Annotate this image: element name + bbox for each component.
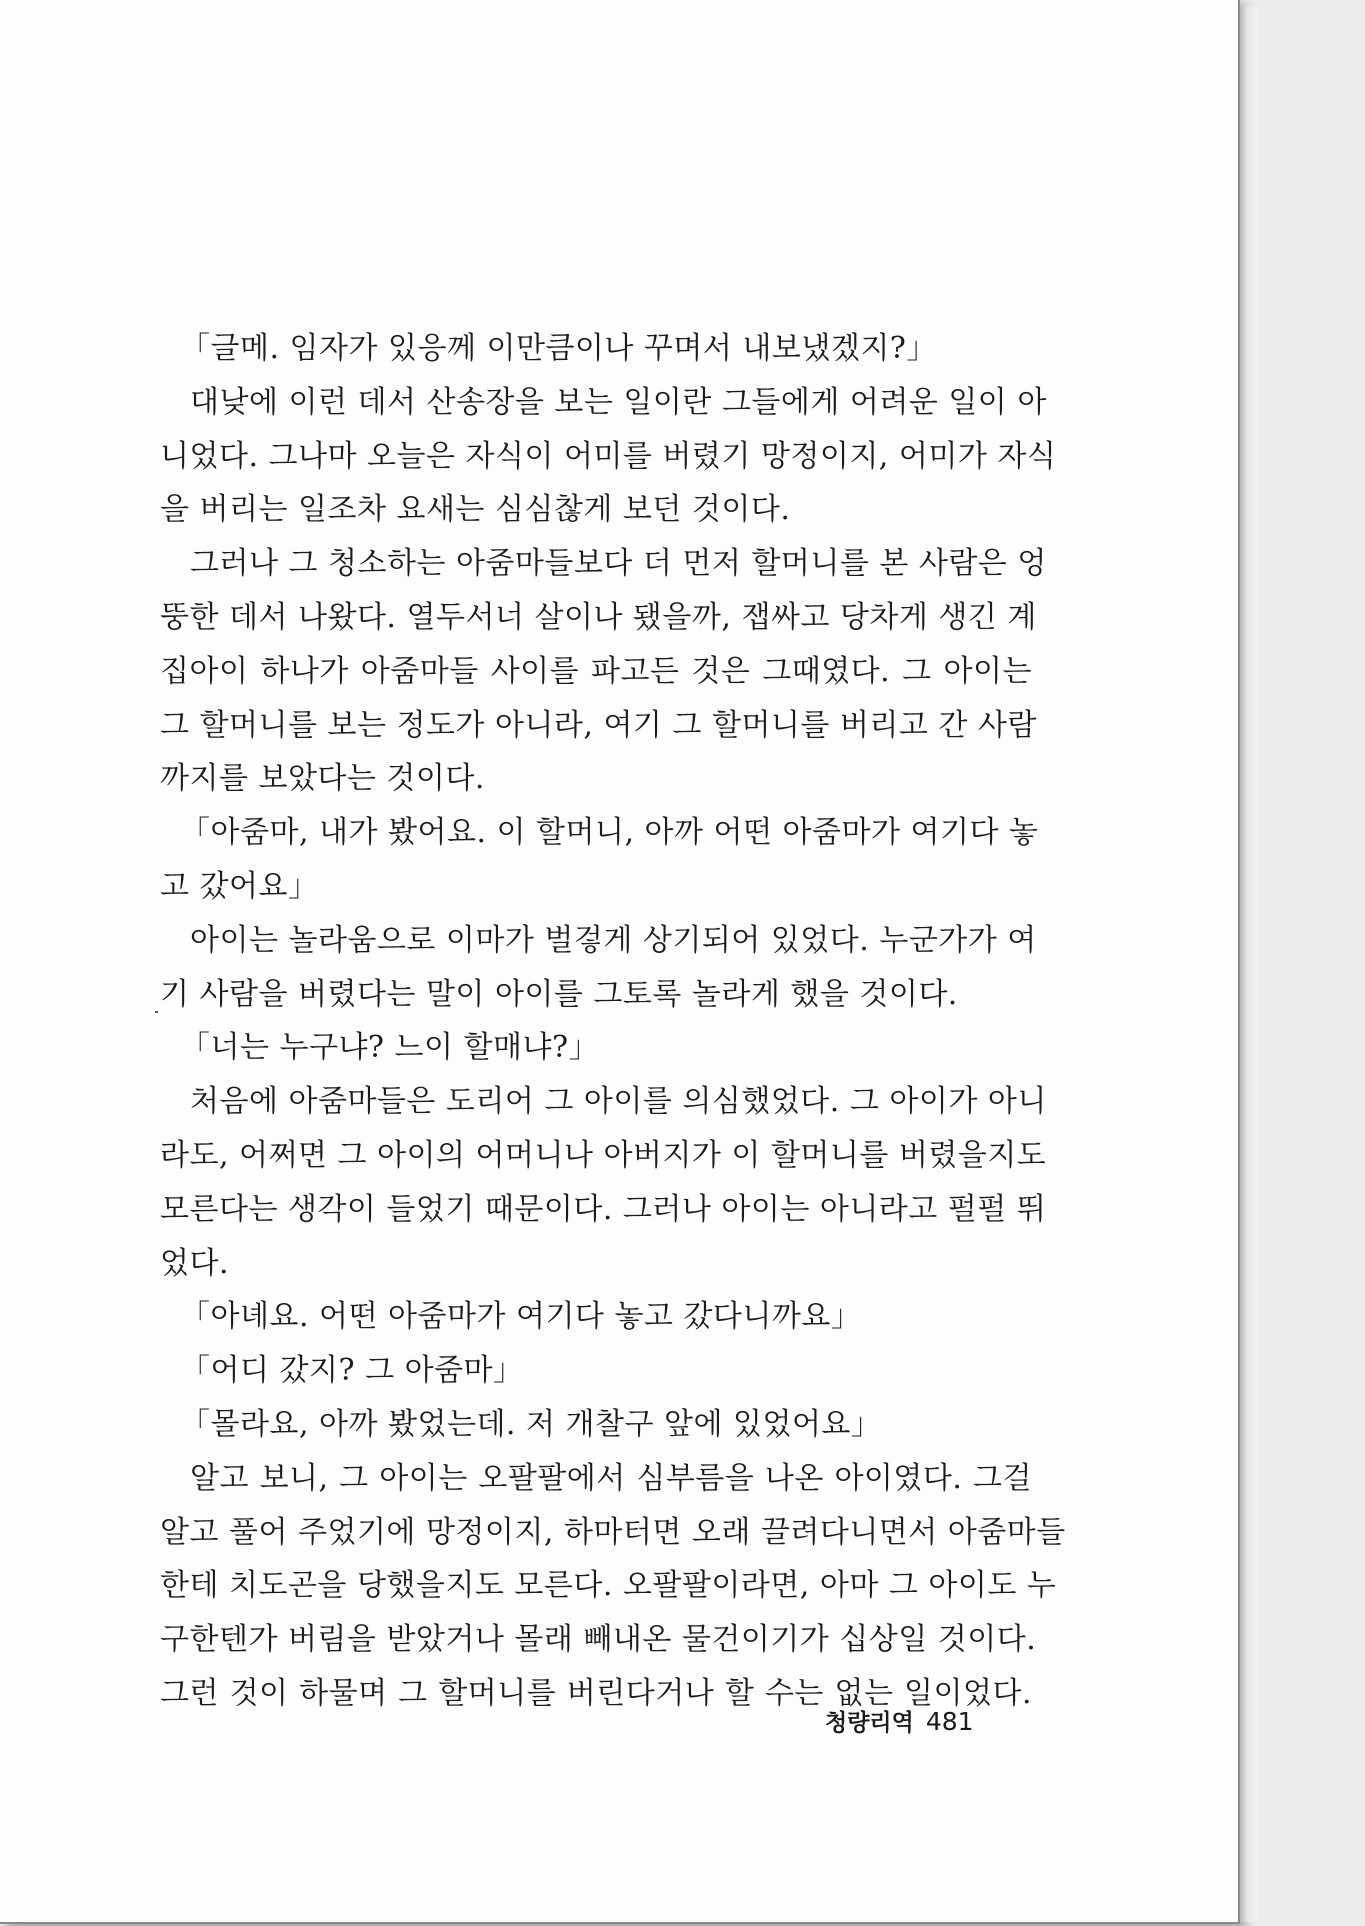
text-line: 「아줌마, 내가 봤어요. 이 할머니, 아까 어떤 아줌마가 여기다 놓 xyxy=(180,815,1039,851)
text-line: 아이는 놀라움으로 이마가 벌겋게 상기되어 있었다. 누군가가 여 xyxy=(190,922,1037,958)
page-body-text xyxy=(160,322,1066,1721)
text-line: 었다. xyxy=(160,1245,229,1281)
text-line: 고 갔어요」 xyxy=(160,868,319,904)
text-line: 그런 것이 하물며 그 할머니를 버린다거나 할 수는 없는 일이었다. xyxy=(160,1675,1032,1711)
page-footer xyxy=(825,1704,974,1737)
text-line: 알고 풀어 주었기에 망정이지, 하마터면 오래 끌려다니면서 아줌마들 xyxy=(160,1514,1066,1550)
text-line: 을 버리는 일조차 요새는 심심찮게 보던 것이다. xyxy=(160,492,791,528)
scan-speck xyxy=(155,1011,158,1013)
text-line: 알고 보니, 그 아이는 오팔팔에서 심부름을 나온 아이였다. 그걸 xyxy=(190,1460,1032,1496)
page-number: 481 xyxy=(925,1707,974,1736)
text-line: 대낮에 이런 데서 산송장을 보는 일이란 그들에게 어려운 일이 아 xyxy=(190,384,1047,420)
text-line: 「글메. 임자가 있응께 이만큼이나 꾸며서 내보냈겠지?」 xyxy=(180,331,937,366)
text-line: 까지를 보았다는 것이다. xyxy=(160,761,485,797)
text-line: 「아녜요. 어떤 아줌마가 여기다 놓고 갔다니까요」 xyxy=(180,1299,862,1335)
text-line: 그 할머니를 보는 정도가 아니라, 여기 그 할머니를 버리고 간 사람 xyxy=(160,707,1037,743)
text-line: 한테 치도곤을 당했을지도 모른다. 오팔팔이라면, 아마 그 아이도 누 xyxy=(160,1568,1057,1604)
text-line: 집아이 하나가 아줌마들 사이를 파고든 것은 그때였다. 그 아이는 xyxy=(160,653,1032,689)
text-line: 모른다는 생각이 들었기 때문이다. 그러나 아이는 아니라고 펄펄 뛰 xyxy=(160,1191,1047,1227)
running-title: 청량리역 xyxy=(825,1710,914,1736)
page-edge-shadow xyxy=(1240,6,1258,1922)
text-line: 뚱한 데서 나왔다. 열두서너 살이나 됐을까, 잽싸고 당차게 생긴 계 xyxy=(160,599,1037,635)
text-line: 니었다. 그나마 오늘은 자식이 어미를 버렸기 망정이지, 어미가 자식 xyxy=(160,438,1057,474)
text-line: 처음에 아줌마들은 도리어 그 아이를 의심했었다. 그 아이가 아니 xyxy=(190,1084,1047,1120)
text-line: 「어디 갔지? 그 아줌마」 xyxy=(180,1353,524,1389)
text-line: 기 사람을 버렸다는 말이 아이를 그토록 놀라게 했을 것이다. xyxy=(160,976,958,1012)
text-line: 라도, 어쩌면 그 아이의 어머니나 아버지가 이 할머니를 버렸을지도 xyxy=(160,1137,1047,1173)
text-line: 그러나 그 청소하는 아줌마들보다 더 먼저 할머니를 본 사람은 엉 xyxy=(190,546,1047,582)
text-line: 「몰라요, 아까 봤었는데. 저 개찰구 앞에 있었어요」 xyxy=(180,1406,882,1442)
text-line: 구한텐가 버림을 받았거나 몰래 빼내온 물건이기가 십상일 것이다. xyxy=(160,1622,1037,1658)
text-line: 「너는 누구냐? 느이 할매냐?」 xyxy=(180,1030,600,1066)
